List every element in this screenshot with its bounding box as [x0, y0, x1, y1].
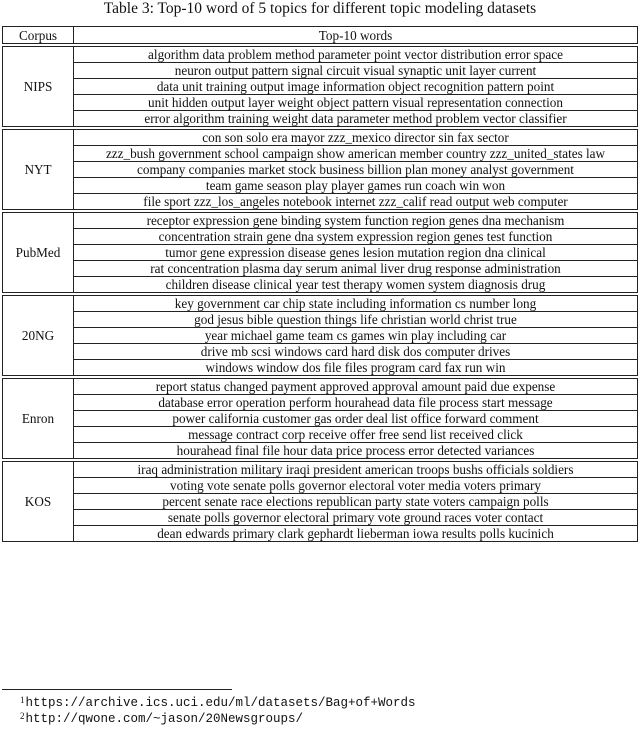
- table-row: [3, 526, 638, 542]
- table-row: [3, 296, 638, 312]
- table-caption: Table 3: Top-10 word of 5 topics for different topic modeling datasets: [103, 0, 537, 17]
- table-row: [3, 379, 638, 395]
- topic-words: report status changed payment approved approval amount paid due expense: [74, 379, 638, 395]
- topic-words: rat concentration plasma day serum animal liver drug response administration: [74, 261, 638, 277]
- table-row: [3, 146, 638, 162]
- topic-words: team game season play player games run coach win won: [74, 178, 638, 194]
- topic-words: god jesus bible question things life christian world christ true: [74, 312, 638, 328]
- corpus-name: NIPS: [3, 47, 74, 127]
- corpus-name: PubMed: [3, 213, 74, 293]
- table-row: [3, 47, 638, 63]
- table-row: [3, 478, 638, 494]
- topic-words: company companies market stock business billion plan money analyst government: [74, 162, 638, 178]
- footnote-1: [20, 695, 416, 711]
- corpus-name: 20NG: [3, 296, 74, 376]
- table-row: [3, 178, 638, 194]
- table-row: [3, 462, 638, 478]
- topic-words: database error operation perform hourahead data file process start message: [74, 395, 638, 411]
- table-row: [3, 411, 638, 427]
- footnote-2: [20, 711, 303, 727]
- table-row: [3, 95, 638, 111]
- corpus-name: KOS: [3, 462, 74, 542]
- topic-words: voting vote senate polls governor electoral voter media voters primary: [74, 478, 638, 494]
- table-row: [3, 79, 638, 95]
- table-header-row: [3, 27, 638, 44]
- table-row: [3, 213, 638, 229]
- footnote-url[interactable]: http://qwone.com/~jason/20Newsgroups/: [25, 712, 304, 726]
- topic-words: percent senate race elections republican party state voters campaign polls: [74, 494, 638, 510]
- topic-words-table: [2, 26, 638, 542]
- table-row: [3, 130, 638, 146]
- table-row: [3, 427, 638, 443]
- table-row: [3, 245, 638, 261]
- topic-words: tumor gene expression disease genes lesion mutation region dna clinical: [74, 245, 638, 261]
- table-row: [3, 194, 638, 210]
- topic-words: drive mb scsi windows card hard disk dos computer drives: [74, 344, 638, 360]
- topic-words: windows window dos file files program card fax run win: [74, 360, 638, 376]
- topic-words: power california customer gas order deal list office forward comment: [74, 411, 638, 427]
- topic-words: error algorithm training weight data parameter method problem vector classifier: [74, 111, 638, 127]
- table-row: [3, 261, 638, 277]
- topic-words: key government car chip state including information cs number long: [74, 296, 638, 312]
- topic-words: senate polls governor electoral primary vote ground races voter contact: [74, 510, 638, 526]
- topic-words: concentration strain gene dna system expression region genes test function: [74, 229, 638, 245]
- table-body: [3, 44, 638, 542]
- footnote-mark: 2: [20, 711, 25, 721]
- topic-words: dean edwards primary clark gephardt lieberman iowa results polls kucinich: [74, 526, 638, 542]
- topic-words: unit hidden output layer weight object pattern visual representation connection: [74, 95, 638, 111]
- table-row: [3, 494, 638, 510]
- table-row: [3, 312, 638, 328]
- topic-words: file sport zzz_los_angeles notebook internet zzz_calif read output web computer: [74, 194, 638, 210]
- table-row: [3, 328, 638, 344]
- topic-words: message contract corp receive offer free send list received click: [74, 427, 638, 443]
- topic-words: data unit training output image information object recognition pattern point: [74, 79, 638, 95]
- table-row: [3, 360, 638, 376]
- table-row: [3, 395, 638, 411]
- topic-words: children disease clinical year test therapy women system diagnosis drug: [74, 277, 638, 293]
- topic-words: zzz_bush government school campaign show american member country zzz_united_states law: [74, 146, 638, 162]
- table-row: [3, 443, 638, 459]
- topic-words: con son solo era mayor zzz_mexico director sin fax sector: [74, 130, 638, 146]
- table-row: [3, 162, 638, 178]
- footnote-divider: [2, 689, 232, 690]
- corpus-name: Enron: [3, 379, 74, 459]
- corpus-name: NYT: [3, 130, 74, 210]
- table-row: [3, 111, 638, 127]
- footnote-mark: 1: [20, 695, 25, 705]
- table-row: [3, 510, 638, 526]
- table-row: [3, 229, 638, 245]
- topic-words: neuron output pattern signal circuit visual synaptic unit layer current: [74, 63, 638, 79]
- topic-words: year michael game team cs games win play including car: [74, 328, 638, 344]
- footnote-url[interactable]: https://archive.ics.uci.edu/ml/datasets/Bag+of+Words: [25, 696, 416, 710]
- header-top-words: Top-10 words: [74, 27, 638, 44]
- topic-words: hourahead final file hour data price process error detected variances: [74, 443, 638, 459]
- table-row: [3, 63, 638, 79]
- table-row: [3, 344, 638, 360]
- table-row: [3, 277, 638, 293]
- topic-words: algorithm data problem method parameter point vector distribution error space: [74, 47, 638, 63]
- topic-words: iraq administration military iraqi president american troops bushs officials soldiers: [74, 462, 638, 478]
- topic-words: receptor expression gene binding system function region genes dna mechanism: [74, 213, 638, 229]
- header-corpus: Corpus: [3, 27, 74, 44]
